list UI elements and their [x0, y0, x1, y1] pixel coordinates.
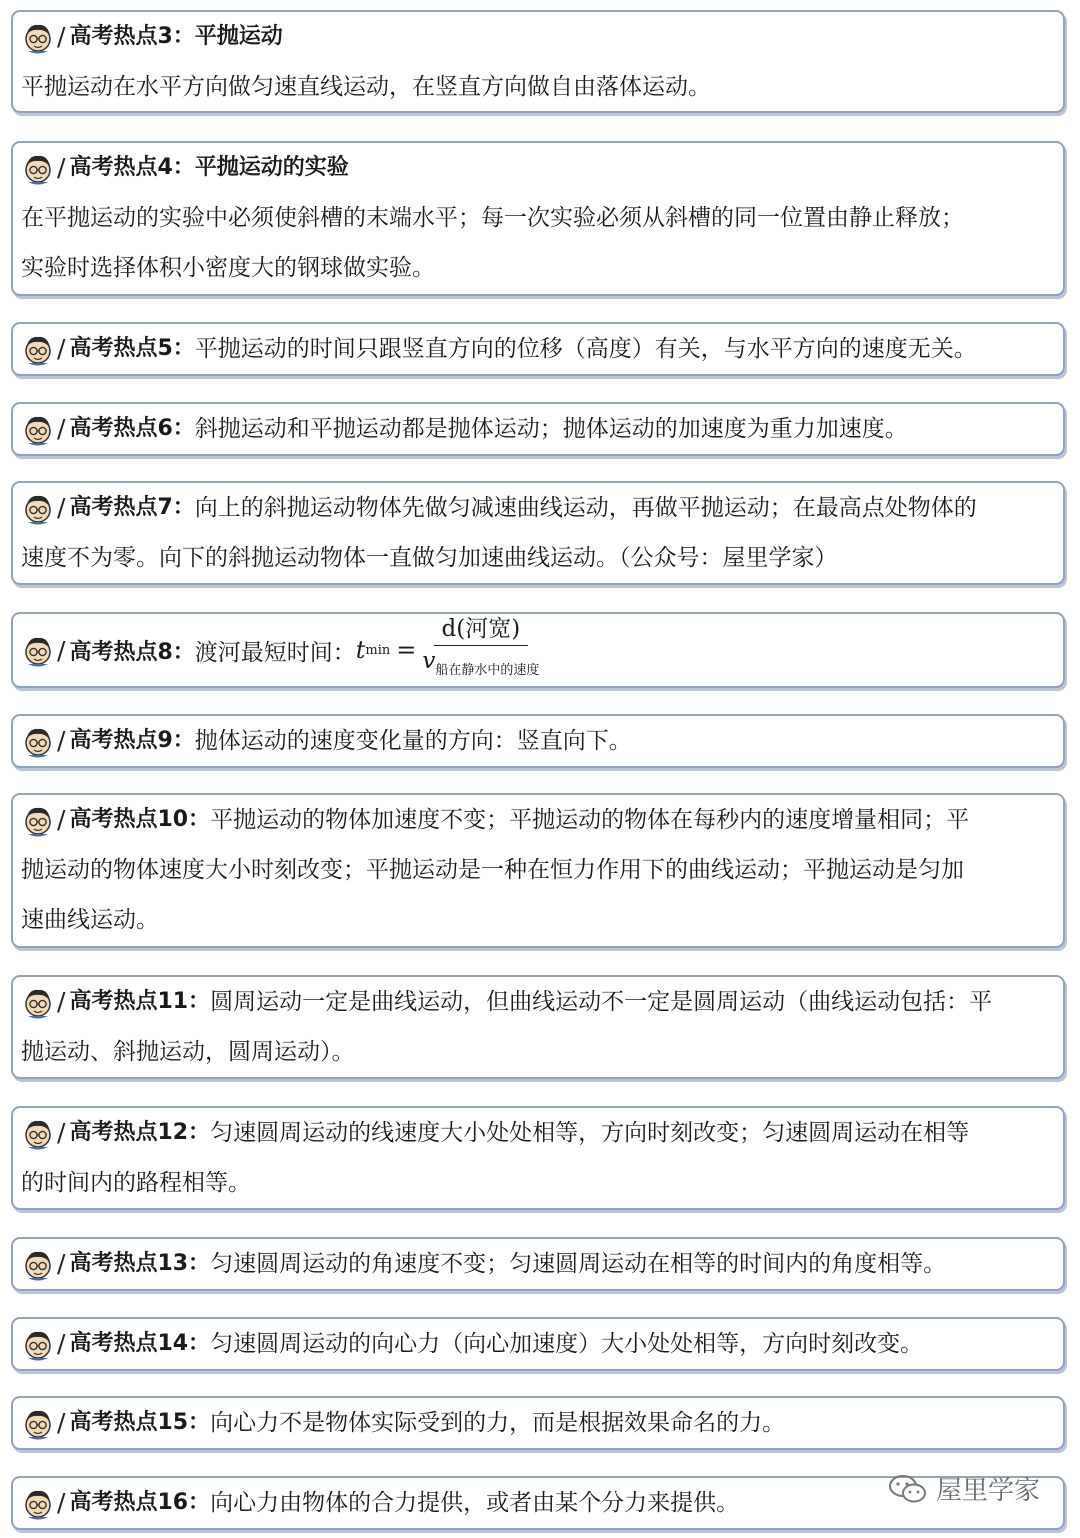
- hotspot-card-14: [11, 1317, 1065, 1371]
- hotspot-text: 向上的斜抛运动物体先做匀减速曲线运动，再做平抛运动；在最高点处物体的: [194, 495, 977, 521]
- hotspot-card-3: [11, 10, 1065, 113]
- hotspot-card-7: [11, 481, 1065, 585]
- divider-slash: /: [57, 635, 66, 665]
- hotspot-card-4: [11, 141, 1065, 296]
- hotspot-card-9: [11, 714, 1065, 768]
- hotspot-text: 抛运动、斜抛运动，圆周运动）。: [21, 1039, 355, 1065]
- hotspot-text: 斜抛运动和平抛运动都是抛体运动；抛体运动的加速度为重力加速度。: [194, 416, 908, 442]
- formula-var: t: [355, 636, 366, 664]
- hotspot-title: 高考热点9：: [69, 728, 195, 753]
- student-avatar-icon: [21, 20, 55, 54]
- formula-den-var: v: [422, 647, 436, 674]
- river-crossing-formula: [356, 615, 540, 686]
- hotspot-title: 高考热点6：: [69, 416, 195, 441]
- hotspot-title: 高考热点16：: [69, 1490, 211, 1515]
- divider-slash: /: [57, 493, 66, 522]
- hotspot-card-10: [11, 793, 1065, 948]
- student-avatar-icon: [21, 1486, 55, 1520]
- hotspot-card-13: [11, 1237, 1065, 1291]
- hotspot-text: 在平抛运动的实验中必须使斜槽的末端水平；每一次实验必须从斜槽的同一位置由静止释放；: [21, 205, 964, 231]
- student-avatar-icon: [21, 724, 55, 758]
- formula-equals: =: [396, 636, 417, 664]
- hotspot-card-11: [11, 975, 1065, 1079]
- student-avatar-icon: [21, 1406, 55, 1440]
- divider-slash: /: [57, 1118, 66, 1147]
- hotspot-title: 高考热点4：平抛运动的实验: [69, 155, 349, 180]
- hotspot-text: 平抛运动在水平方向做匀速直线运动，在竖直方向做自由落体运动。: [21, 74, 711, 100]
- student-avatar-icon: [21, 412, 55, 446]
- student-avatar-icon: [21, 633, 55, 667]
- formula-den-sub: 船在静水中的速度: [435, 662, 540, 678]
- student-avatar-icon: [21, 332, 55, 366]
- divider-slash: /: [57, 805, 66, 834]
- divider-slash: /: [57, 1408, 66, 1437]
- divider-slash: /: [57, 1488, 66, 1517]
- hotspot-text: 抛运动的物体速度大小时刻改变；平抛运动是一种在恒力作用下的曲线运动；平抛运动是匀加: [21, 857, 964, 883]
- hotspot-card-12: [11, 1106, 1065, 1210]
- student-avatar-icon: [21, 491, 55, 525]
- formula-fraction: [422, 615, 539, 686]
- hotspot-text: 向心力由物体的合力提供，或者由某个分力来提供。: [210, 1490, 740, 1516]
- student-avatar-icon: [21, 151, 55, 185]
- hotspot-text: 向心力不是物体实际受到的力，而是根据效果命名的力。: [210, 1410, 786, 1436]
- hotspot-title: 高考热点11：: [69, 989, 211, 1014]
- formula-numerator: d(河宽): [434, 615, 529, 646]
- hotspot-card-6: [11, 402, 1065, 456]
- watermark: [888, 1470, 1040, 1507]
- hotspot-title: 高考热点14：: [69, 1331, 211, 1356]
- hotspot-text: 速曲线运动。: [21, 907, 159, 933]
- student-avatar-icon: [21, 1116, 55, 1150]
- hotspot-title: 高考热点5：: [69, 336, 195, 361]
- hotspot-title: 高考热点3：平抛运动: [69, 24, 283, 49]
- watermark-text: 屋里学家: [936, 1476, 1041, 1506]
- hotspot-text: 平抛运动的时间只跟竖直方向的位移（高度）有关，与水平方向的速度无关。: [194, 336, 977, 362]
- hotspot-text: 匀速圆周运动的线速度大小处处相等，方向时刻改变；匀速圆周运动在相等: [210, 1120, 970, 1146]
- student-avatar-icon: [21, 1247, 55, 1281]
- hotspot-title: 高考热点8：: [69, 639, 195, 665]
- hotspot-text: 匀速圆周运动的角速度不变；匀速圆周运动在相等的时间内的角度相等。: [210, 1251, 947, 1277]
- divider-slash: /: [57, 987, 66, 1016]
- hotspot-text: 实验时选择体积小密度大的钢球做实验。: [21, 255, 435, 281]
- divider-slash: /: [57, 1249, 66, 1278]
- hotspot-card-5: [11, 322, 1065, 376]
- hotspot-title: 高考热点12：: [69, 1120, 211, 1145]
- student-avatar-icon: [21, 803, 55, 837]
- hotspot-text: 匀速圆周运动的向心力（向心加速度）大小处处相等，方向时刻改变。: [210, 1331, 924, 1357]
- hotspot-card-8: [11, 612, 1065, 688]
- divider-slash: /: [57, 726, 66, 755]
- hotspot-text: 速度不为零。向下的斜抛运动物体一直做匀加速曲线运动。（公众号：屋里学家）: [21, 545, 838, 571]
- wechat-icon: [888, 1473, 928, 1505]
- divider-slash: /: [57, 22, 66, 51]
- hotspot-text: 抛体运动的速度变化量的方向：竖直向下。: [194, 728, 632, 754]
- hotspot-text: 平抛运动的物体加速度不变；平抛运动的物体在每秒内的速度增量相同；平: [210, 807, 970, 833]
- hotspot-card-15: [11, 1396, 1065, 1450]
- hotspot-title: 高考热点7：: [69, 495, 195, 520]
- formula-denominator: [422, 646, 539, 686]
- divider-slash: /: [57, 334, 66, 363]
- formula-sub: min: [365, 642, 391, 658]
- hotspot-text: 圆周运动一定是曲线运动，但曲线运动不一定是圆周运动（曲线运动包括：平: [210, 989, 993, 1015]
- hotspot-title: 高考热点13：: [69, 1251, 211, 1276]
- student-avatar-icon: [21, 1327, 55, 1361]
- divider-slash: /: [57, 414, 66, 443]
- hotspot-title: 高考热点10：: [69, 807, 211, 832]
- hotspot-title: 高考热点15：: [69, 1410, 211, 1435]
- student-avatar-icon: [21, 985, 55, 1019]
- divider-slash: /: [57, 1329, 66, 1358]
- hotspot-text: 渡河最短时间：: [194, 639, 356, 666]
- divider-slash: /: [57, 153, 66, 182]
- hotspot-text: 的时间内的路程相等。: [21, 1170, 251, 1196]
